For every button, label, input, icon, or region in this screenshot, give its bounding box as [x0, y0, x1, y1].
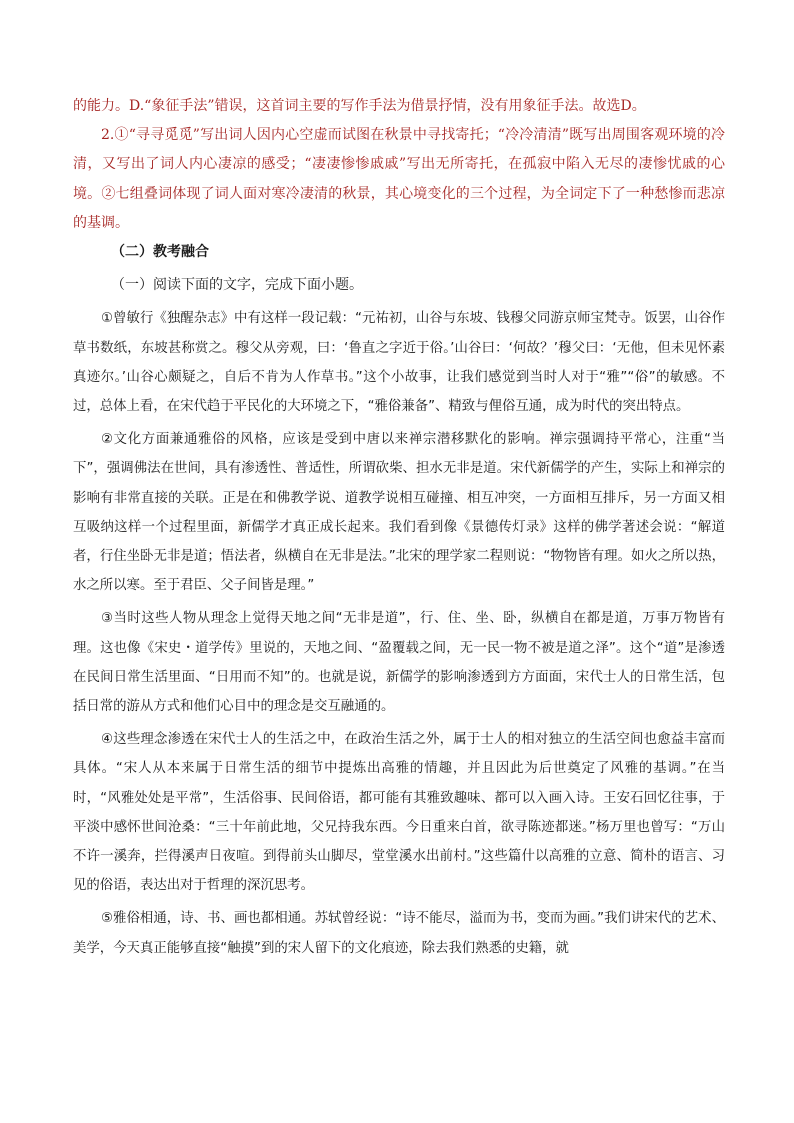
passage-paragraph-1: ①曾敏行《独醒杂志》中有这样一段记载：“元祐初，山谷与东坡、钱穆父同游京师宝梵寺。饭罢，山谷作草书数纸，东坡甚称赏之。穆父从旁观，曰：‘鲁直之字近于俗。’山谷曰：‘何故？’穆父曰：‘无他，但未见怀素真迹尔。’山谷心颇疑之，自后不肯为人作草书。”这个小故事，让我们感觉到当时人对于“雅”“俗”的敏感。不过，总体上看，在宋代趋于平民化的大环境之下，“雅俗兼备”、精致与俚俗互通，成为时代的突出特点。 [73, 311, 725, 415]
passage-paragraph-2: ②文化方面兼通雅俗的风格，应该是受到中唐以来禅宗潜移默化的影响。禅宗强调持平常心，注重“当下”，强调佛法在世间，具有渗透性、普适性，所谓砍柴、担水无非是道。宋代新儒学的产生，实际上和禅宗的影响有非常直接的关联。正是在和佛教学说、道教学说相互碰撞、相互冲突，一方面相互排斥，另一方面又相互吸纳这样一个过程里面，新儒学才真正成长起来。我们看到像《景德传灯录》这样的佛学著述会说：“解道者，行住坐卧无非是道；悟法者，纵横自在无非是法。”北宋的理学家二程则说：“物物皆有理。如火之所以热，水之所以寒。至于君臣、父子间皆是理。” [73, 432, 725, 594]
reading-instruction: （一）阅读下面的文字，完成下面小题。 [111, 277, 363, 294]
answer-2: 2.①“寻寻觅觅”写出词人因内心空虚而试图在秋景中寻找寄托；“冷冷清清”既写出周围客观环境的冷清，又写出了词人内心凄凉的感受；“凄凄惨惨戚戚”写出无所寄托，在孤寂中陷入无尽的凄惨忧戚的心境。②七组叠词体现了词人面对寒冷凄清的秋景，其心境变化的三个过程，为全词定下了一种愁惨而悲凉的基调。 [73, 127, 725, 231]
answer-continuation: 的能力。D.“象征手法”错误，这首词主要的写作手法为借景抒情，没有用象征手法。故选D。 [73, 98, 646, 114]
document-body [73, 92, 725, 963]
section-heading: （二）教考融合 [111, 244, 209, 261]
passage-paragraph-4: ④这些理念渗透在宋代士人的生活之中，在政治生活之外，属于士人的相对独立的生活空间也愈益丰富而具体。“宋人从本来属于日常生活的细节中提炼出高雅的情趣，并且因此为后世奠定了风雅的基调。”在当时，“风雅处处是平常”，生活俗事、民间俗语，都可能有其雅致趣味、都可以入画入诗。王安石回忆往事，于平淡中感怀世间沧桑：“三十年前此地，父兄持我东西。今日重来白首，欲寻陈迹都迷。”杨万里也曾写：“万山不许一溪奔，拦得溪声日夜喧。到得前头山脚尽，堂堂溪水出前村。”这些篇什以高雅的立意、简朴的语言、习见的俗语，表达出对于哲理的深沉思考。 [73, 732, 725, 894]
passage-paragraph-3: ③当时这些人物从理念上觉得天地之间“无非是道”，行、住、坐、卧，纵横自在都是道，万事万物皆有理。这也像《宋史・道学传》里说的，天地之间、“盈覆载之间，无一民一物不被是道之泽”。这个“道”是渗透在民间日常生活里面、“日用而不知”的。也就是说，新儒学的影响渗透到方方面面，宋代士人的日常生活，包括日常的游从方式和他们心目中的理念是交互融通的。 [73, 611, 725, 715]
passage-paragraph-5: ⑤雅俗相通，诗、书、画也都相通。苏轼曾经说：“诗不能尽，溢而为书，变而为画。”我们讲宋代的艺术、美学，今天真正能够直接“触摸”到的宋人留下的文化痕迹，除去我们熟悉的史籍，就 [73, 911, 725, 956]
